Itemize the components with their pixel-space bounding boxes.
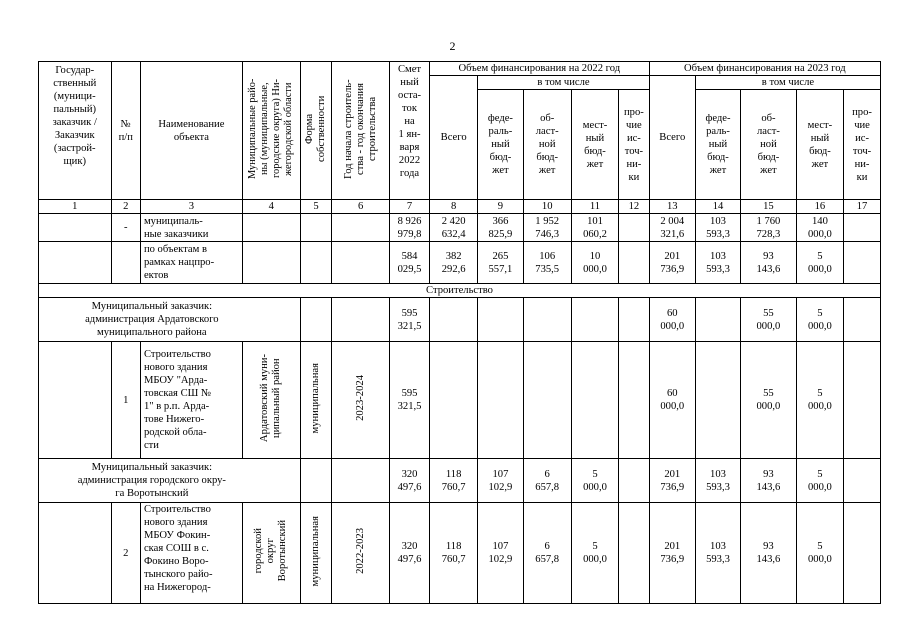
header-ownership: Форма собственности [300, 62, 332, 200]
cell-regional-2023: 55 000,0 [741, 342, 797, 459]
header-estimate: Смет ный остa- ток на 1 ян- варя 2022 года [390, 62, 430, 200]
cell-federal-2022: 107 102,9 [478, 459, 523, 503]
cell-estimate: 584 029,5 [390, 242, 430, 284]
col-number: 6 [332, 200, 390, 214]
row-num: 2 [111, 503, 140, 604]
cell-local-2023: 5 000,0 [796, 242, 843, 284]
cell-total-2022: 118 760,7 [429, 503, 477, 604]
table-row-object [39, 503, 881, 604]
cell-estimate: 8 926 979,8 [390, 214, 430, 242]
cell-regional-2022: 6 657,8 [523, 503, 571, 604]
row-name: по объектам в рамках нацпро- ектов [140, 242, 242, 284]
cell-total-2023: 60 000,0 [649, 298, 695, 342]
cell-regional-2023: 93 143,6 [741, 459, 797, 503]
cell-local-2022: 101 060,2 [571, 214, 618, 242]
cell-ownership: муниципальная [300, 503, 332, 604]
col-number: 13 [649, 200, 695, 214]
cell-total-2023: 201 736,9 [649, 459, 695, 503]
col-number: 14 [695, 200, 740, 214]
header-regional-2022: об- ласт- ной бюд- жет [523, 90, 571, 200]
cell-federal-2023: 103 593,3 [695, 503, 740, 604]
cell-federal-2022: 366 825,9 [478, 214, 523, 242]
cell-federal-2023: 103 593,3 [695, 242, 740, 284]
header-regional-2023: об- ласт- ной бюд- жет [741, 90, 797, 200]
header-fin-2023: Объем финансирования на 2023 год [649, 62, 880, 76]
table-row-customer-group [39, 459, 881, 503]
header-other-2023: про- чие ис- точ- ни- ки [844, 90, 881, 200]
cell-estimate: 320 497,6 [390, 503, 430, 604]
col-number: 15 [741, 200, 797, 214]
cell-local-2022: 5 000,0 [571, 459, 618, 503]
cell-regional-2023: 1 760 728,3 [741, 214, 797, 242]
row-num: 1 [111, 342, 140, 459]
cell-estimate: 595 321,5 [390, 298, 430, 342]
col-number: 12 [619, 200, 649, 214]
col-number: 16 [796, 200, 843, 214]
cell-federal-2022: 265 557,1 [478, 242, 523, 284]
cell-local-2023: 5 000,0 [796, 298, 843, 342]
row-num: - [111, 214, 140, 242]
header-name: Наименование объекта [140, 62, 242, 200]
cell-regional-2023: 93 143,6 [741, 503, 797, 604]
header-local-2022: мест- ный бюд- жет [571, 90, 618, 200]
section-title: Строительство [39, 284, 881, 298]
section-row [39, 284, 881, 298]
cell-total-2023: 201 736,9 [649, 242, 695, 284]
cell-years: 2023-2024 [332, 342, 390, 459]
cell-regional-2022: 6 657,8 [523, 459, 571, 503]
cell-local-2023: 140 000,0 [796, 214, 843, 242]
header-federal-2022: феде- раль- ный бюд- жет [478, 90, 523, 200]
col-number: 17 [844, 200, 881, 214]
header-customer: Государ- ственный (муници- пальный) заказчик / Заказчик (застрой- щик) [39, 62, 112, 200]
cell-total-2023: 2 004 321,6 [649, 214, 695, 242]
header-num: № п/п [111, 62, 140, 200]
header-total-2022: Всего [429, 76, 477, 200]
cell-estimate: 595 321,5 [390, 342, 430, 459]
header-local-2023: мест- ный бюд- жет [796, 90, 843, 200]
table-row-object [39, 342, 881, 459]
col-number: 2 [111, 200, 140, 214]
header-district: Муниципальные райо- ны (муниципальные, городские округа) Ни- жегородской области [242, 62, 300, 200]
cell-regional-2023: 55 000,0 [741, 298, 797, 342]
cell-district: Ардатовский муни- ципальный район [242, 342, 300, 459]
cell-regional-2022: 1 952 746,3 [523, 214, 571, 242]
cell-total-2022: 118 760,7 [429, 459, 477, 503]
cell-federal-2022: 107 102,9 [478, 503, 523, 604]
col-number: 5 [300, 200, 332, 214]
col-number: 8 [429, 200, 477, 214]
cell-estimate: 320 497,6 [390, 459, 430, 503]
cell-ownership: муниципальная [300, 342, 332, 459]
financing-table [38, 61, 881, 604]
col-number: 1 [39, 200, 112, 214]
row-name: Строительство нового здания МБОУ "Арда- товская СШ № 1" в р.п. Арда- тове Нижего- родской обла- сти [140, 342, 242, 459]
cell-total-2023: 60 000,0 [649, 342, 695, 459]
table-row-municipal [39, 214, 881, 242]
cell-years: 2022-2023 [332, 503, 390, 604]
row-name: муниципаль- ные заказчики [140, 214, 242, 242]
cell-total-2022: 382 292,6 [429, 242, 477, 284]
cell-total-2023: 201 736,9 [649, 503, 695, 604]
header-fin-2022: Объем финансирования на 2022 год [429, 62, 649, 76]
header-including-2022: в том числе [478, 76, 649, 90]
col-number: 7 [390, 200, 430, 214]
cell-local-2023: 5 000,0 [796, 503, 843, 604]
customer-group-label: Муниципальный заказчик: администрация Ардатовского муниципального района [39, 298, 301, 342]
cell-total-2022: 2 420 632,4 [429, 214, 477, 242]
customer-group-label: Муниципальный заказчик: администрация городского окру- га Воротынский [39, 459, 301, 503]
header-other-2022: про- чие ис- точ- ни- ки [619, 90, 649, 200]
cell-district: городской округ Воротынский [242, 503, 300, 604]
header-including-2023: в том числе [695, 76, 880, 90]
col-number: 9 [478, 200, 523, 214]
page-number: 2 [449, 39, 456, 53]
table-row-national-projects [39, 242, 881, 284]
column-numbers-row [39, 200, 881, 214]
header-total-2023: Всего [649, 76, 695, 200]
col-number: 4 [242, 200, 300, 214]
cell-regional-2023: 93 143,6 [741, 242, 797, 284]
cell-local-2023: 5 000,0 [796, 342, 843, 459]
col-number: 3 [140, 200, 242, 214]
cell-local-2022: 5 000,0 [571, 503, 618, 604]
cell-regional-2022: 106 735,5 [523, 242, 571, 284]
col-number: 11 [571, 200, 618, 214]
col-number: 10 [523, 200, 571, 214]
cell-local-2022: 10 000,0 [571, 242, 618, 284]
cell-local-2023: 5 000,0 [796, 459, 843, 503]
header-years: Год начала строитель- ства - год окончания строительства [332, 62, 390, 200]
table-row-customer-group [39, 298, 881, 342]
cell-federal-2023: 103 593,3 [695, 214, 740, 242]
cell-federal-2023: 103 593,3 [695, 459, 740, 503]
header-federal-2023: феде- раль- ный бюд- жет [695, 90, 740, 200]
row-name: Строительство нового здания МБОУ Фокин- ская СОШ в с. Фокино Воро- тынского райо- на Нижегород- [140, 503, 242, 604]
